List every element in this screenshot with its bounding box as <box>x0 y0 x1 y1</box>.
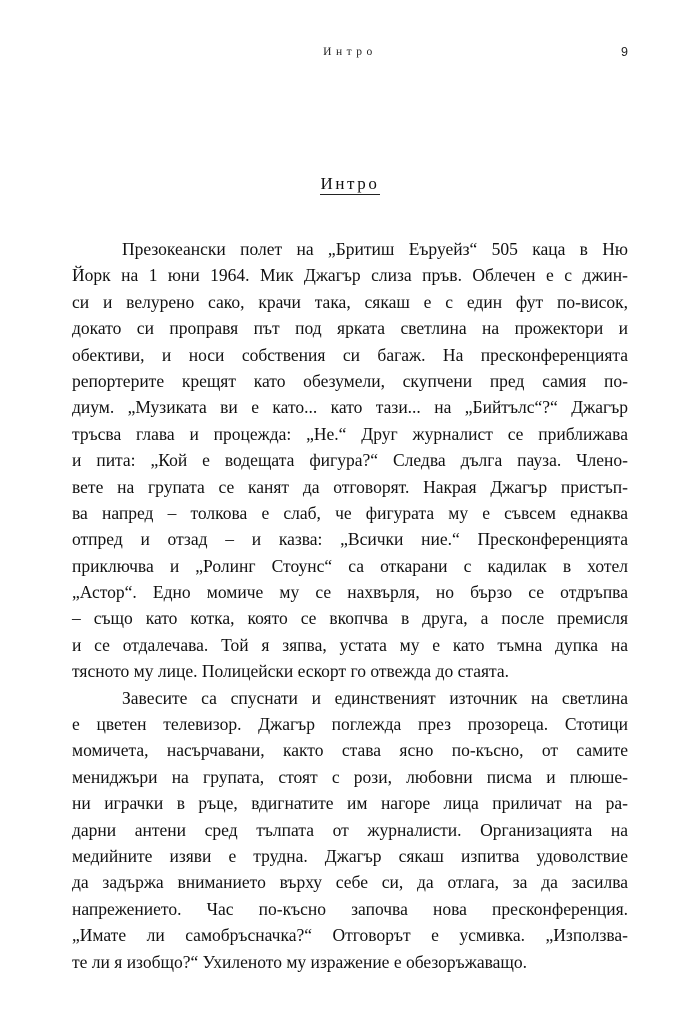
text-line: медийните изяви е трудна. Джагър сякаш изпитва удоволствие <box>72 845 628 866</box>
text-line: тръсва глава и процежда: „Не.“ Друг журналист се приближава <box>72 423 628 444</box>
text-line: приключва и „Ролинг Стоунс“ са откарани с кадилак в хотел <box>72 555 628 576</box>
text-line: ни играчки в ръце, вдигнатите им нагоре лица приличат на ра- <box>72 793 628 814</box>
text-line: – също като котка, която се вкопчва в друга, а после премисля <box>72 608 628 629</box>
paragraph <box>72 236 628 685</box>
running-title: Интро <box>323 46 377 58</box>
text-line: тясното му лице. Полицейски ескорт го отвежда до стаята. <box>72 661 510 682</box>
text-line: дарни антени сред тълпата от журналисти. Организацията на <box>72 819 628 840</box>
text-line: и пита: „Кой е водещата фигура?“ Следва дълга пауза. Члено- <box>72 450 628 471</box>
text-line: да задържа вниманието върху себе си, да отлага, за да засилва <box>72 872 628 893</box>
text-line: те ли я изобщо?“ Ухиленото му изражение е обезоръжаващо. <box>72 951 527 972</box>
text-line: е цветен телевизор. Джагър поглежда през прозореца. Стотици <box>72 714 628 735</box>
text-line: Презокеански полет на „Бритиш Еъруейз“ 505 каца в Ню <box>122 239 628 259</box>
text-line: репортерите крещят като обезумели, скупчени пред самия по- <box>72 370 628 391</box>
text-line: обективи, и носи собствения си багаж. На пресконференцията <box>72 344 628 365</box>
text-line: и се отдалечава. Той я зяпва, устата му е като тъмна дупка на <box>72 634 628 655</box>
text-line: „Имате ли самобръсначка?“ Отговорът е усмивка. „Използва- <box>72 925 628 946</box>
text-line: ва напред – толкова е слаб, че фигурата му е съвсем еднаква <box>72 502 628 523</box>
paragraph <box>72 685 628 975</box>
running-header <box>72 42 628 62</box>
page-number: 9 <box>621 45 628 59</box>
chapter-title <box>0 172 700 196</box>
text-line: диум. „Музиката ви е като... като тази... на „Бийтълс“?“ Джагър <box>72 397 628 418</box>
text-line: Йорк на 1 юни 1964. Мик Джагър слиза пръв. Облечен е с джин- <box>72 265 628 286</box>
text-line: Завесите са спуснати и единственият източник на светлина <box>122 687 628 708</box>
text-line: момичета, насърчавани, както става ясно по-късно, от самите <box>72 740 628 761</box>
text-line: напрежението. Час по-късно започва нова пресконференция. <box>72 898 628 919</box>
text-line: отпред и отзад – и казва: „Всички ние.“ Пресконференцията <box>72 529 628 550</box>
text-line: си и велурено сако, крачи така, сякаш е с един фут по-висок, <box>72 291 628 312</box>
body-text <box>72 236 628 975</box>
text-line: докато си проправя път под ярката светлина на прожектори и <box>72 318 628 339</box>
chapter-title-text: Интро <box>320 174 380 193</box>
text-line: „Астор“. Едно момиче му се нахвърля, но бързо се отдръпва <box>72 582 628 603</box>
text-line: мениджъри на групата, стоят с рози, любовни писма и плюше- <box>72 766 628 787</box>
text-line: вете на групата се канят да отговорят. Накрая Джагър пристъп- <box>72 476 628 497</box>
